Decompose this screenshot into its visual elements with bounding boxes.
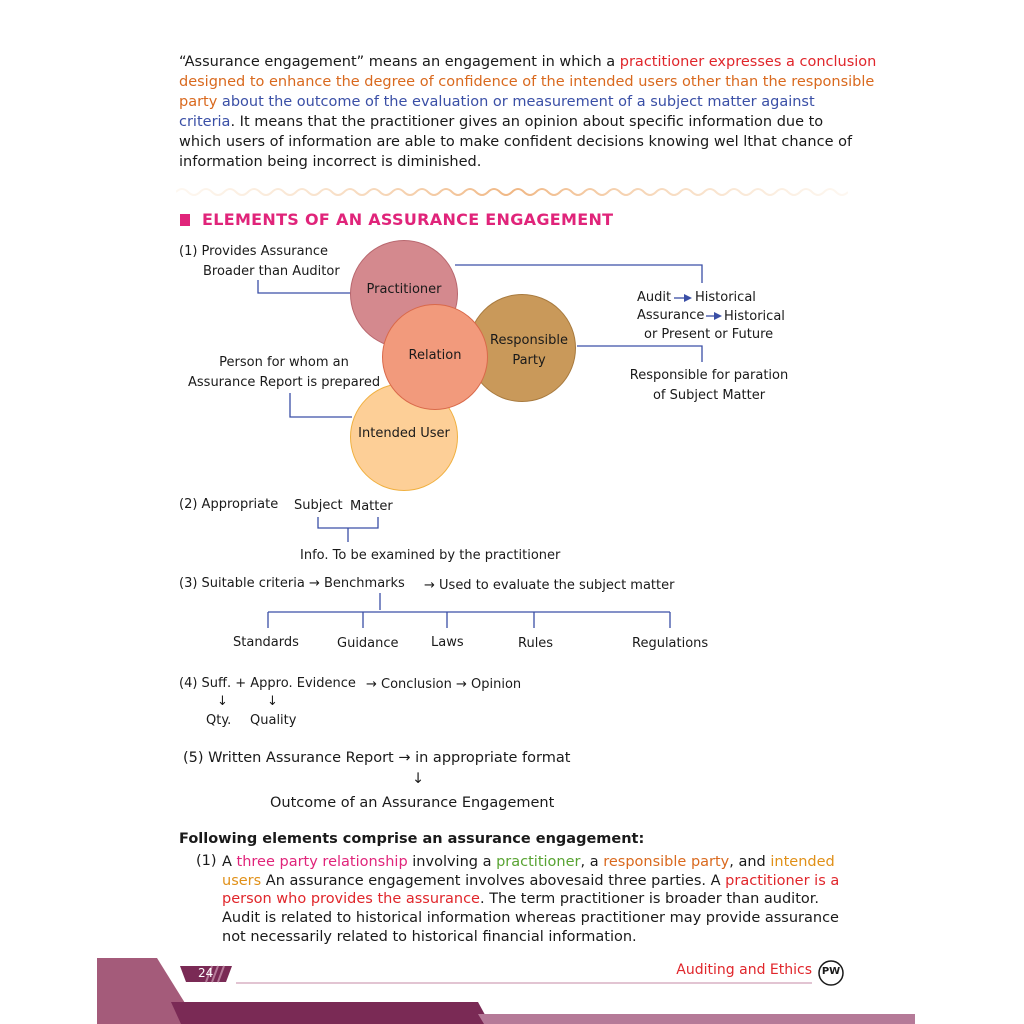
highlight: responsible party (603, 854, 730, 870)
text: , a (580, 854, 604, 870)
highlight: users (222, 872, 262, 889)
text: involving a (407, 854, 497, 870)
item1-label: Broader than Auditor (203, 264, 340, 279)
intro-highlight: practitioner expresses a conclusion (619, 54, 877, 70)
intro-highlight: criteria (179, 114, 231, 130)
criteria-guidance: Guidance (337, 636, 399, 651)
intro-text: information being incorrect is diminished. (179, 154, 482, 170)
criteria-regulations: Regulations (632, 636, 709, 651)
item4-label: (4) Suff. + Appro. Evidence (179, 676, 356, 691)
item4-desc: → Conclusion → Opinion (366, 677, 522, 692)
intro-highlight: party (179, 94, 218, 110)
responsible-label: Party (512, 353, 546, 368)
footer-title: Auditing and Ethics (676, 962, 812, 978)
person-label: Person for whom an (219, 355, 349, 370)
item2-matter: Matter (350, 499, 393, 514)
highlight: person who provides the assurance (222, 891, 480, 908)
responsible-desc: Responsible for paration (629, 368, 789, 383)
text: , and (729, 854, 771, 870)
pw-logo-icon: PW (821, 966, 841, 977)
text: A (222, 854, 237, 870)
criteria-standards: Standards (233, 635, 299, 650)
criteria-rules: Rules (518, 636, 554, 651)
responsible-label: Responsible (490, 333, 568, 348)
historical-label: Historical (695, 290, 756, 305)
person-label: Assurance Report is prepared (188, 375, 381, 390)
item5-outcome: Outcome of an Assurance Engagement (270, 795, 555, 811)
item2-subject: Subject (294, 498, 343, 513)
following-item-number: (1) (196, 853, 217, 869)
intro-text: “Assurance engagement” means an engagement in which a (179, 54, 620, 70)
criteria-laws: Laws (431, 635, 464, 650)
highlight: practitioner is a (725, 872, 840, 889)
text: . The term practitioner is broader than auditor. (479, 891, 819, 908)
responsible-desc: of Subject Matter (652, 388, 766, 403)
item3-label: (3) Suitable criteria → Benchmarks (179, 576, 405, 591)
highlight: practitioner (496, 854, 581, 870)
intended-user-label: Intended User (358, 426, 450, 441)
item5-label: (5) Written Assurance Report → in appropriate format (183, 750, 571, 766)
following-heading: Following elements comprise an assurance engagement: (179, 831, 645, 847)
page-number: 24 (198, 966, 214, 980)
section-title: ELEMENTS OF AN ASSURANCE ENGAGEMENT (202, 210, 614, 229)
highlight: three party relationship (236, 854, 408, 870)
text: Audit is related to historical information whereas practitioner may provide assurance (222, 910, 839, 927)
intro-text: which users of information are able to make confident decisions knowing wel lthat chance of (179, 134, 853, 150)
intro-text: . It means that the practitioner gives an opinion about specific information due to (230, 114, 824, 130)
item2-info: Info. To be examined by the practitioner (300, 548, 561, 563)
item4-quality: Quality (250, 713, 297, 728)
item2-label: (2) Appropriate (179, 497, 279, 512)
down-arrow-icon: ↓ (217, 694, 228, 709)
assurance-label: Assurance (637, 308, 705, 323)
item4-qty: Qty. (206, 713, 232, 728)
practitioner-label: Practitioner (366, 282, 442, 297)
down-arrow-icon: ↓ (412, 771, 425, 787)
relation-label: Relation (408, 348, 462, 363)
down-arrow-icon: ↓ (267, 694, 278, 709)
present-future-label: or Present or Future (644, 327, 774, 342)
historical-label: Historical (724, 309, 785, 324)
highlight: intended (770, 854, 835, 870)
intro-highlight: designed to enhance the degree of confidence of the intended users other than the responsible (179, 74, 875, 90)
item3-desc: → Used to evaluate the subject matter (424, 578, 675, 593)
text: not necessarily related to historical financial information. (222, 928, 637, 945)
audit-label: Audit (637, 290, 672, 305)
item1-label: (1) Provides Assurance (179, 244, 329, 259)
text: An assurance engagement involves abovesaid three parties. A (261, 872, 726, 889)
intro-highlight: about the outcome of the evaluation or measurement of a subject matter against (217, 94, 815, 110)
